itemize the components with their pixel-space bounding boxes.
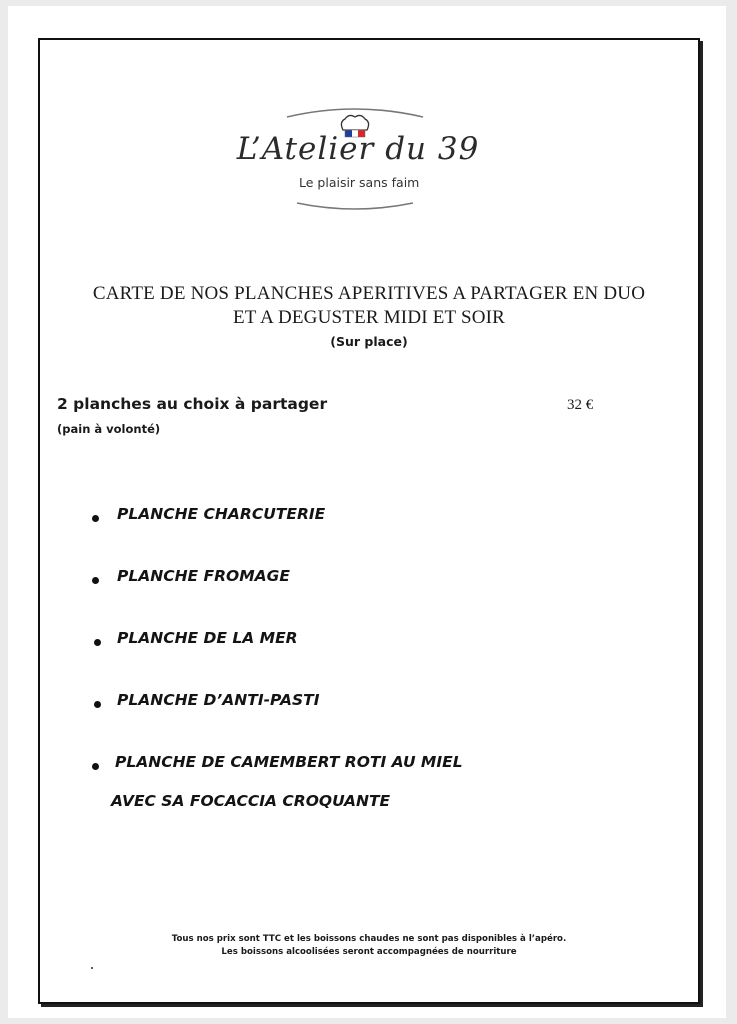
- footer-note-line2: Les boissons alcoolisées seront accompagnées de nourriture: [221, 947, 517, 957]
- list-item: PLANCHE FROMAGE: [117, 567, 290, 585]
- list-item: PLANCHE CHARCUTERIE: [117, 505, 326, 523]
- list-item: PLANCHE D’ANTI-PASTI: [117, 691, 320, 709]
- bullet-icon: [92, 577, 99, 584]
- menu-subtitle: (Sur place): [330, 334, 408, 349]
- logo-tagline: Le plaisir sans faim: [299, 175, 420, 190]
- restaurant-logo: [205, 103, 505, 213]
- bullet-icon: [94, 701, 101, 708]
- offer-price: 32 €: [567, 397, 594, 413]
- list-item: PLANCHE DE CAMEMBERT ROTI AU MIEL: [115, 753, 463, 771]
- stray-dot: [91, 967, 93, 969]
- offer-label: 2 planches au choix à partager: [57, 395, 328, 413]
- list-item-continuation: AVEC SA FOCACCIA CROQUANTE: [111, 792, 391, 810]
- menu-title-line2: ET A DEGUSTER MIDI ET SOIR: [232, 307, 506, 328]
- menu-title-line1: CARTE DE NOS PLANCHES APERITIVES A PARTAGER EN DUO: [92, 283, 646, 304]
- chef-hat-icon: [341, 115, 368, 130]
- bullet-icon: [94, 639, 101, 646]
- list-item: PLANCHE DE LA MER: [117, 629, 298, 647]
- logo-name: L’Atelier du 39: [236, 131, 480, 167]
- offer-note: (pain à volonté): [57, 422, 161, 436]
- bullet-icon: [92, 763, 99, 770]
- footer-note-line1: Tous nos prix sont TTC et les boissons chaudes ne sont pas disponibles à l’apéro.: [171, 934, 567, 944]
- bullet-icon: [92, 515, 99, 522]
